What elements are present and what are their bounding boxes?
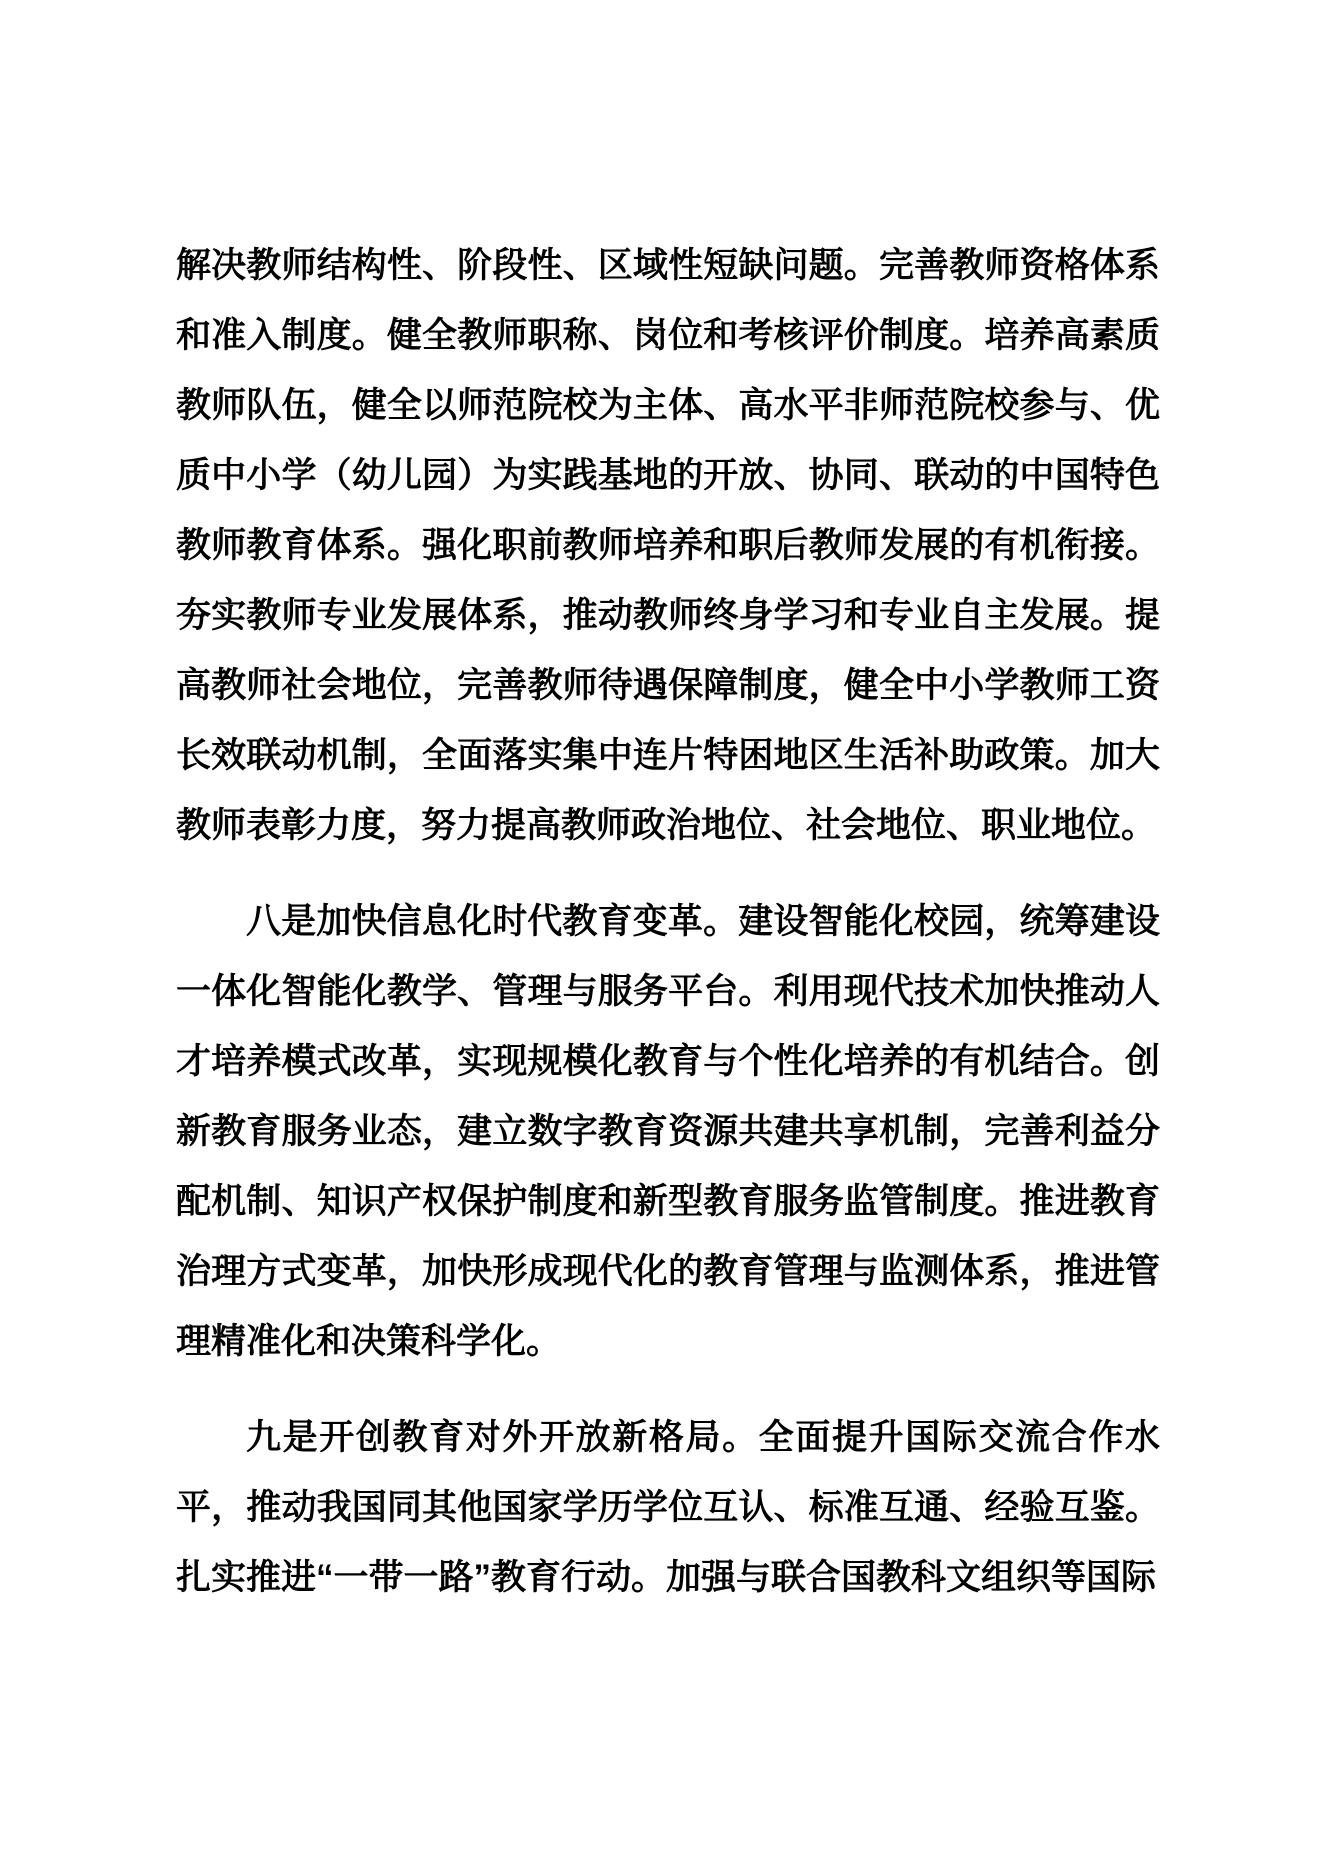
paragraph-teacher-workforce: 解决教师结构性、阶段性、区域性短缺问题。完善教师资格体系和准入制度。健全教师职称、岗位和考核评价制度。培养高素质教师队伍，健全以师范院校为主体、高水平非师范院校参与、优质中小学（幼儿园）为实践基地的开放、协同、联动的中国特色教师教育体系。强化职前教师培养和职后教师发展的有机衔接。夯实教师专业发展体系，推动教师终身学习和专业自主发展。提高教师社会地位，完善教师待遇保障制度，健全中小学教师工资长效联动机制，全面落实集中连片特困地区生活补助政策。加大教师表彰力度，努力提高教师政治地位、社会地位、职业地位。 xyxy=(176,246,1160,845)
paragraph-nine-opening-up: 九是开创教育对外开放新格局。全面提升国际交流合作水平，推动我国同其他国家学历学位互认、标准互通、经验互鉴。扎实推进“一带一路”教育行动。加强与联合国教科文组织等国际 xyxy=(176,1418,1160,1597)
document-text-block xyxy=(176,231,1160,1613)
paragraph-eight-informatization-reform: 八是加快信息化时代教育变革。建设智能化校园，统筹建设一体化智能化教学、管理与服务平台。利用现代技术加快推动人才培养模式改革，实现规模化教育与个性化培养的有机结合。创新教育服务业态，建立数字教育资源共建共享机制，完善利益分配机制、知识产权保护制度和新型教育服务监管制度。推进教育治理方式变革，加快形成现代化的教育管理与监测体系，推进管理精准化和决策科学化。 xyxy=(176,902,1160,1361)
